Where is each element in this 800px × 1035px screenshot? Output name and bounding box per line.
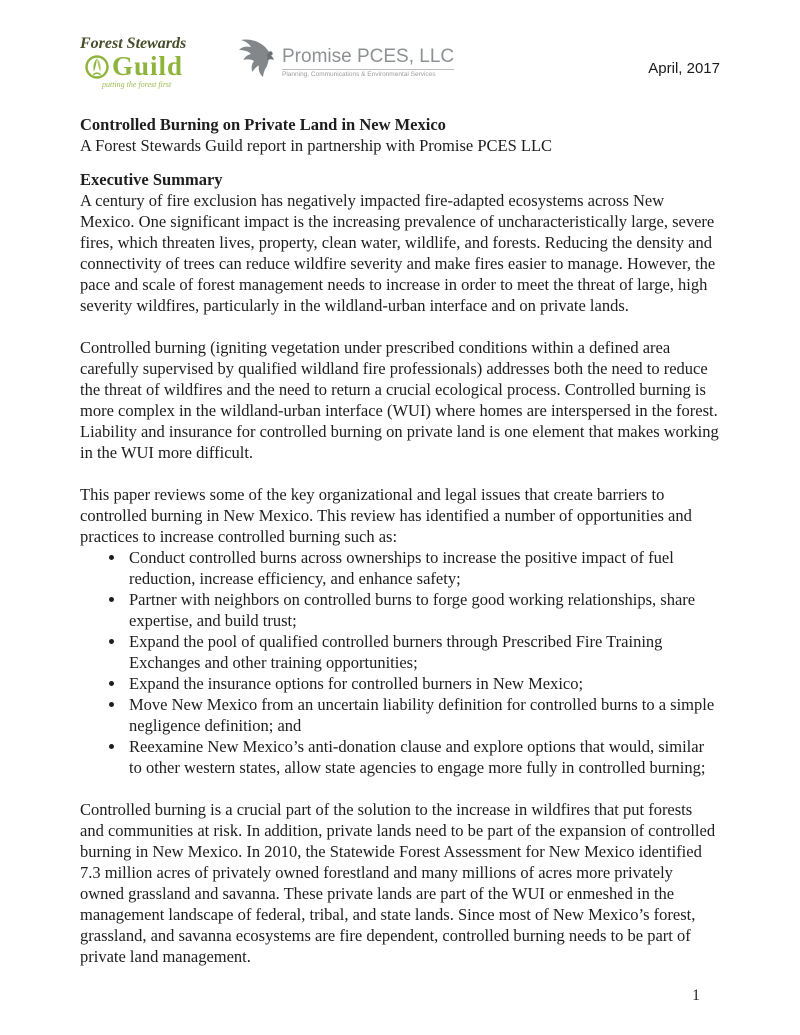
guild-logo-tagline: putting the forest first	[102, 80, 172, 89]
document-date: April, 2017	[648, 60, 720, 77]
bird-icon	[238, 38, 278, 84]
page-number: 1	[692, 987, 700, 1004]
paragraph-closing: Controlled burning is a crucial part of the solution to the increase in wildfires that put forests and communities at risk. In addition, private lands need to be part of the expansion of controlled burning in New Mexico. In 2010, the Statewide Forest Assessment for New Mexico identified 7.3 million acres of privately owned forestland and many millions of acres more privately owned grassland and savanna. These private lands are part of the WUI or enmeshed in the management landscape of federal, tribal, and state lands. Since most of New Mexico’s forest, grassland, and savanna ecosystems are fire dependent, controlled burning needs to be part of private land management.	[80, 800, 716, 966]
promise-pces-logo	[238, 46, 454, 84]
bullet-item: • Move New Mexico from an uncertain liability definition for controlled burns to a simple negligence definition; and	[126, 694, 720, 736]
bullet-item: • Conduct controlled burns across ownerships to increase the positive impact of fuel reduction, increase efficiency, and enhance safety;	[126, 547, 720, 589]
bullet-item: • Reexamine New Mexico’s anti-donation clause and explore options that would, similar to other western states, allow state agencies to engage more fully in controlled burning;	[126, 736, 720, 778]
executive-summary-heading: Executive Summary	[80, 170, 223, 189]
document-subtitle: A Forest Stewards Guild report in partnership with Promise PCES LLC	[80, 136, 553, 155]
pces-logo-name: Promise PCES, LLC	[282, 46, 455, 67]
bullet-item: • Expand the insurance options for controlled burners in New Mexico;	[126, 673, 720, 694]
bullet-item: • Partner with neighbors on controlled burns to forge good working relationships, share expertise, and build trust;	[126, 589, 720, 631]
guild-tree-icon	[84, 54, 110, 80]
opportunities-bullet-list	[80, 547, 720, 778]
document-title: Controlled Burning on Private Land in New Mexico	[80, 115, 446, 134]
paragraph-fire-exclusion: A century of fire exclusion has negatively impacted fire-adapted ecosystems across New Mexico. One significant impact is the increasing prevalence of uncharacteristically large, severe fires, which threaten lives, property, clean water, wildlife, and forests. Reducing the density and connectivity of trees can reduce wildfire severity and make fires easier to manage. However, the pace and scale of forest management needs to increase in order to meet the threat of large, high severity wildfires, particularly in the wildland-urban interface and on private lands.	[80, 191, 716, 315]
guild-logo-line2	[84, 53, 208, 80]
bullet-item: • Expand the pool of qualified controlled burners through Prescribed Fire Training Exchanges and other training opportunities;	[126, 631, 720, 673]
paragraph-controlled-burning-definition: Controlled burning (igniting vegetation under prescribed conditions within a defined area carefully supervised by qualified wildland fire professionals) addresses both the need to reduce the threat of wildfires and the need to return a crucial ecological process. Controlled burning is more complex in the wildland-urban interface (WUI) where homes are interspersed in the forest. Liability and insurance for controlled burning on private land is one element that makes working in the WUI more difficult.	[80, 338, 719, 462]
page-header	[80, 36, 720, 96]
guild-logo-wordmark: Guild	[112, 51, 184, 81]
paragraph-paper-review-intro: This paper reviews some of the key organizational and legal issues that create barriers to controlled burning in New Mexico. This review has identified a number of opportunities and practices to increase controlled burning such as:	[80, 485, 692, 546]
guild-logo-line1: Forest Stewards	[80, 35, 187, 52]
pces-logo-tagline: Planning, Communications & Environmental Services	[282, 69, 454, 79]
forest-stewards-guild-logo	[80, 36, 208, 89]
pces-logo-text	[282, 46, 454, 79]
